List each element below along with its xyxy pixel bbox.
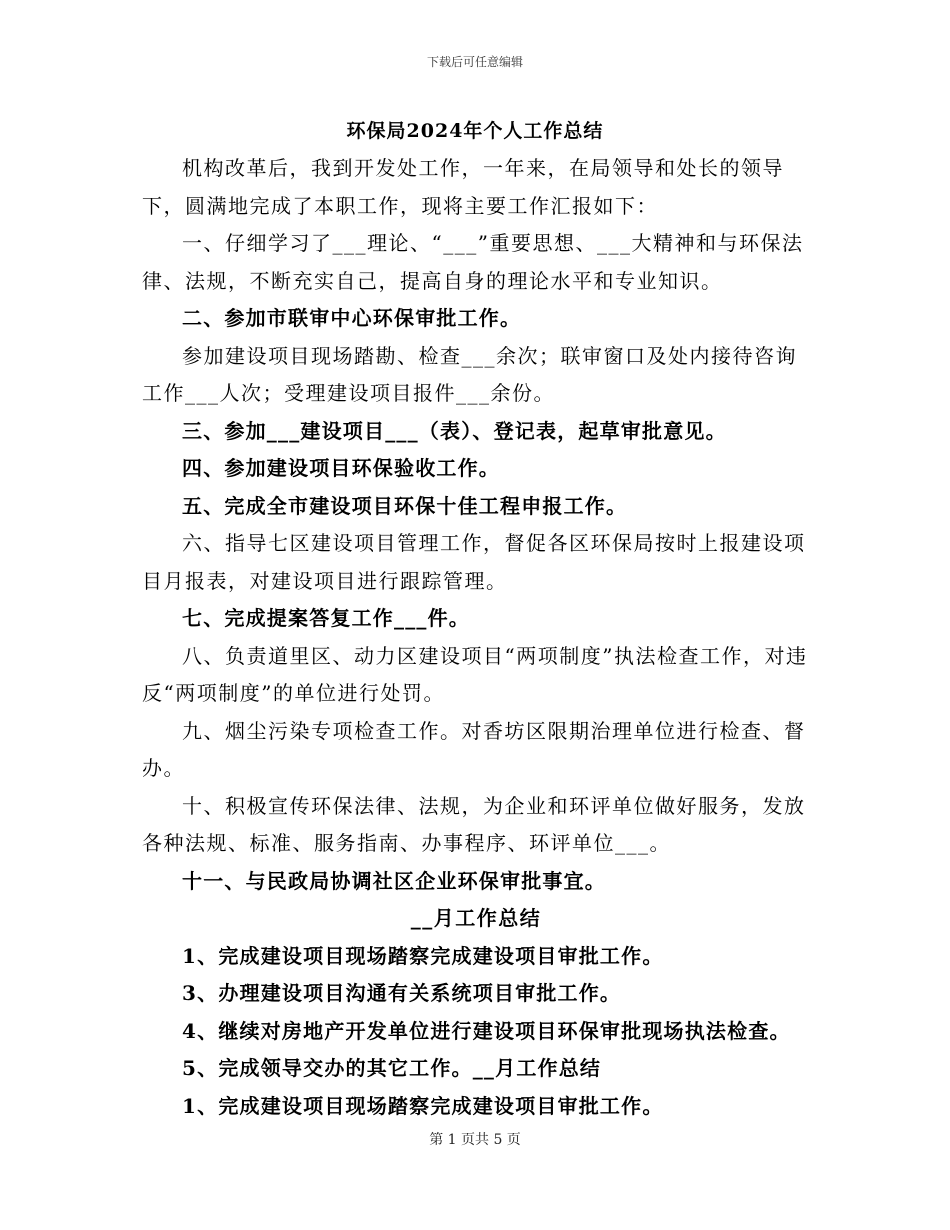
header-note: 下载后可任意编辑 (426, 55, 523, 69)
paragraph-item-4: 四、参加建设项目环保验收工作。 (182, 456, 500, 480)
monthly-item-1: 1、完成建设项目现场踏察完成建设项目审批工作。 (182, 943, 664, 968)
paragraph-item-2-detail: 参加建设项目现场踏勘、检查___余次；联审窗口及处内接待咨询工作___人次；受理建设项目报件___余份。 (142, 343, 797, 405)
page-footer: 第 1 页共 5 页 (429, 1132, 521, 1148)
paragraph-item-1: 一、仔细学习了___理论、“___”重要思想、___大精神和与环保法律、法规，不断充实自己，提高自身的理论水平和专业知识。 (142, 231, 804, 293)
monthly-item-4: 4、继续对房地产开发单位进行建设项目环保审批现场执法检查。 (182, 1018, 791, 1043)
document-body (142, 150, 810, 1125)
paragraph-intro: 机构改革后，我到开发处工作，一年来，在局领导和处长的领导下，圆满地完成了本职工作，现将主要工作汇报如下： (142, 156, 784, 218)
document-title: 环保局2024年个人工作总结 (346, 120, 604, 142)
paragraph-item-8: 八、负责道里区、动力区建设项目“两项制度”执法检查工作，对违反“两项制度”的单位进行处罚。 (142, 643, 808, 705)
paragraph-item-6: 六、指导七区建设项目管理工作，督促各区环保局按时上报建设项目月报表，对建设项目进行跟踪管理。 (142, 531, 806, 593)
section-heading-monthly-summary: __月工作总结 (410, 906, 542, 930)
paragraph-item-11: 十一、与民政局协调社区企业环保审批事宜。 (182, 868, 606, 893)
monthly-item-1-repeat: 1、完成建设项目现场踏察完成建设项目审批工作。 (182, 1093, 664, 1118)
paragraph-item-3: 三、参加___建设项目___（表）、登记表，起草审批意见。 (182, 418, 727, 443)
paragraph-item-9: 九、烟尘污染专项检查工作。对香坊区限期治理单位进行检查、督办。 (142, 718, 806, 780)
paragraph-item-10: 十、积极宣传环保法律、法规，为企业和环评单位做好服务，发放各种法规、标准、服务指南、办事程序、环评单位___。 (142, 793, 806, 855)
paragraph-item-2-heading: 二、参加市联审中心环保审批工作。 (182, 306, 522, 330)
monthly-item-5: 5、完成领导交办的其它工作。__月工作总结 (182, 1056, 602, 1080)
paragraph-item-7: 七、完成提案答复工作___件。 (182, 606, 470, 630)
monthly-item-3: 3、办理建设项目沟通有关系统项目审批工作。 (182, 981, 622, 1005)
paragraph-item-5: 五、完成全市建设项目环保十佳工程申报工作。 (182, 493, 628, 518)
